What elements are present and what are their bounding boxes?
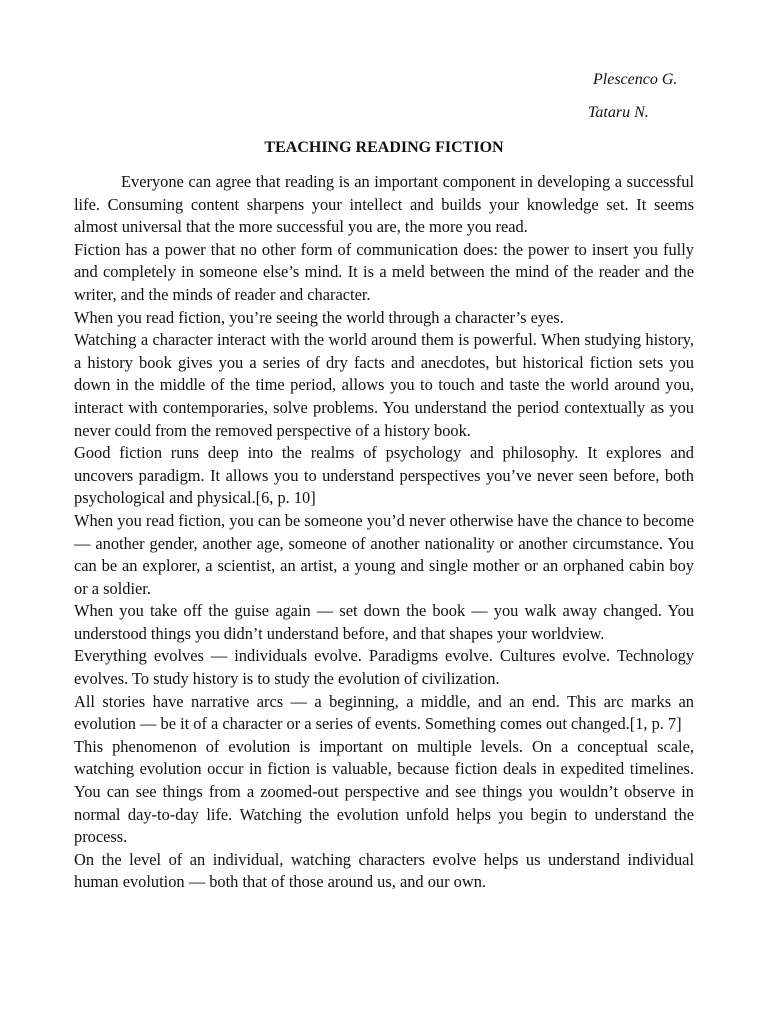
paragraph: When you take off the guise again — set down the book — you walk away changed. You understood things you didn’t understand before, and that shapes your worldview. — [74, 601, 694, 643]
paragraph: Everything evolves — individuals evolve. Paradigms evolve. Cultures evolve. Technology evolves. To study history is to study the evolution of civilization. — [74, 646, 694, 689]
paragraph: Watching a character interact with the world around them is powerful. When studying history, a history book gives you a series of dry facts and anecdotes, but historical fiction sets you down in the middle of the time period, allows you to touch and taste the world around you, interact with contemporaries, solve problems. You understand the period contextually as you never could from the removed perspective of a history book. — [74, 330, 694, 440]
paragraph: All stories have narrative arcs — a beginning, a middle, and an end. This arc marks an evolution — be it of a character or a series of events. Something comes out changed.[1, p. 7] — [74, 691, 694, 734]
paragraph: This phenomenon of evolution is important on multiple levels. On a conceptual scale, watching evolution occur in fiction is valuable, because fiction deals in expedited timelines. You can see things from a zoomed-out perspective and see things you wouldn’t observe in normal day-to-day life. Watching the evolution unfold helps you begin to understand the process. — [74, 736, 694, 847]
paragraph: When you read fiction, you can be someone you’d never otherwise have the chance to become — another gender, another age, someone of another nationality or another circumstance. You can be an explorer, a scientist, an artist, a young and single mother or an orphaned cabin boy or a soldier. — [74, 510, 694, 598]
author-name: Tataru N. — [588, 104, 649, 121]
paragraph: Good fiction runs deep into the realms of psychology and philosophy. It explores and uncovers paradigm. It allows you to understand perspectives you’ve never seen before, both psychological and physical.[6, p. 10] — [74, 443, 694, 508]
paragraph: When you read fiction, you’re seeing the world through a character’s eyes. — [74, 307, 564, 327]
paragraph: Fiction has a power that no other form of communication does: the power to insert you fully and completely in someone else’s mind. It is a meld between the mind of the reader and the writer, and the minds of reader and character. — [74, 239, 694, 304]
paragraph: Everyone can agree that reading is an important component in developing a successful life. Consuming content sharpens your intellect and builds your knowledge set. It seems almost universal that the more successful you are, the more you read. — [74, 172, 694, 237]
author-name: Plescenco G. — [593, 71, 678, 88]
document-title: TEACHING READING FICTION — [264, 139, 504, 156]
article-body — [74, 171, 694, 894]
paragraph: On the level of an individual, watching characters evolve helps us understand individual human evolution — both that of those around us, and our own. — [74, 849, 694, 892]
